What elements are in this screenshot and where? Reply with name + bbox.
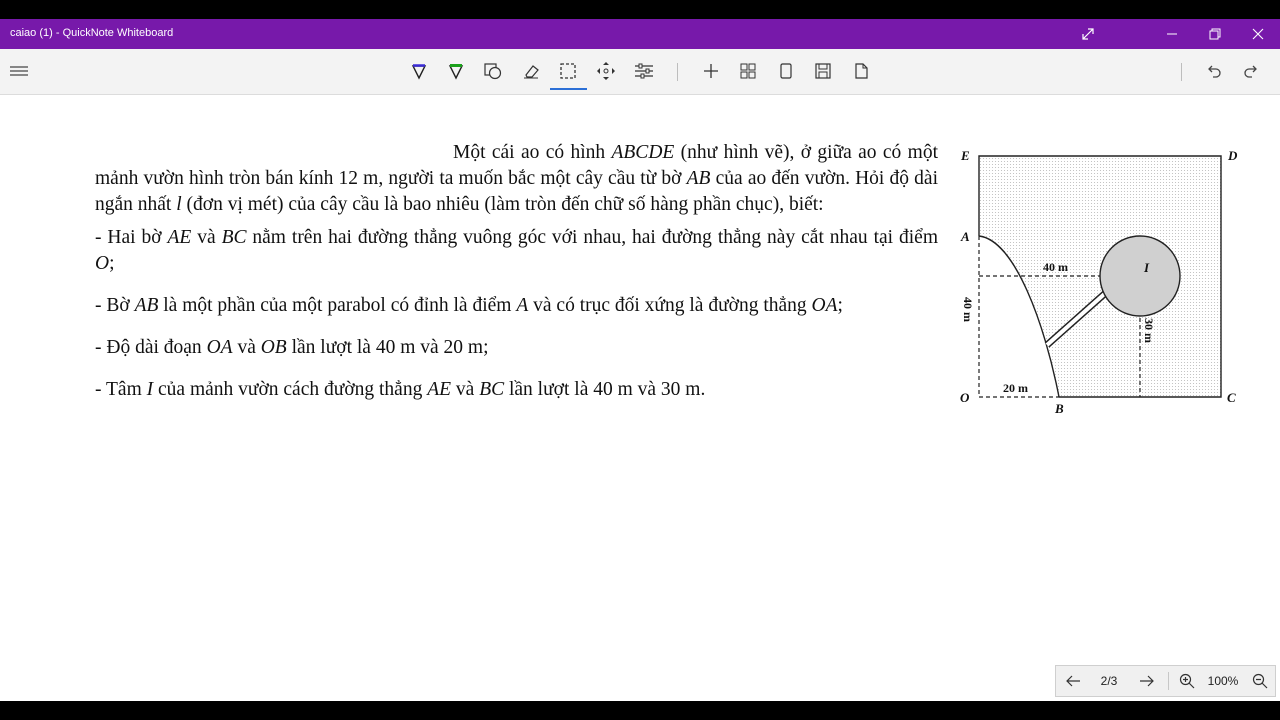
garden-circle xyxy=(1100,236,1180,316)
text-run: và xyxy=(191,227,222,248)
window-title: caiao (1) - QuickNote Whiteboard xyxy=(10,27,174,39)
grid-icon xyxy=(739,62,757,80)
nav-separator xyxy=(1168,672,1169,690)
condition-2 xyxy=(95,293,938,319)
redo-button[interactable] xyxy=(1236,57,1266,85)
restore-button[interactable] xyxy=(1193,19,1237,49)
label-D: D xyxy=(1228,148,1238,163)
math-BC: BC xyxy=(479,379,505,400)
page-icon xyxy=(777,62,795,80)
zoom-in-button[interactable] xyxy=(1173,666,1201,696)
pan-icon xyxy=(596,61,616,81)
label-B: B xyxy=(1055,401,1064,416)
math-OB: OB xyxy=(260,337,287,358)
label-A: A xyxy=(961,229,970,244)
close-button[interactable] xyxy=(1236,19,1280,49)
problem-intro xyxy=(95,140,938,218)
export-button[interactable] xyxy=(846,57,876,85)
add-icon xyxy=(702,62,720,80)
math-AB: AB xyxy=(134,295,159,316)
condition-1 xyxy=(95,225,938,277)
eraser-tool[interactable] xyxy=(516,57,546,85)
toolbar-separator xyxy=(1181,63,1182,81)
math-A: A xyxy=(516,295,529,316)
close-icon xyxy=(1252,28,1264,40)
highlighter-tool[interactable] xyxy=(441,57,471,85)
toolbar-separator xyxy=(677,63,678,81)
fullscreen-button[interactable] xyxy=(1066,19,1110,49)
dim-label-20m: 20 m xyxy=(1003,381,1028,395)
menu-icon xyxy=(9,64,29,78)
zoom-in-icon xyxy=(1179,673,1195,689)
text-run: và có trục đối xứng là đường thẳng xyxy=(528,295,812,316)
text-run: Một cái ao có hình xyxy=(453,142,612,163)
text-run: - Bờ xyxy=(95,295,135,316)
math-BC: BC xyxy=(221,227,247,248)
restore-icon xyxy=(1209,28,1221,40)
text-run: (như hình vẽ), ở giữa ao có một mảnh vườn hình tròn bán kính 12 m, người ta muốn bắc một cây cầu từ bờ xyxy=(95,142,938,189)
text-run: lần lượt là xyxy=(504,379,594,400)
eraser-icon xyxy=(522,62,540,80)
text-run: và xyxy=(232,337,261,358)
text-run: 40 m và 30 m xyxy=(593,379,701,400)
math-OA: OA xyxy=(206,337,233,358)
grid-button[interactable] xyxy=(733,57,763,85)
pan-tool[interactable] xyxy=(591,57,621,85)
toolbar xyxy=(0,49,1280,95)
math-l: l xyxy=(176,194,182,215)
label-C: C xyxy=(1227,390,1236,405)
condition-3 xyxy=(95,335,938,361)
math-OA: OA xyxy=(811,295,838,316)
text-run: ; xyxy=(483,337,489,358)
pen-icon xyxy=(410,62,428,80)
math-O: O xyxy=(95,253,110,274)
next-page-button[interactable] xyxy=(1132,666,1162,696)
lasso-select-icon xyxy=(558,61,578,81)
save-icon xyxy=(814,62,832,80)
condition-4 xyxy=(95,377,938,403)
pond-figure xyxy=(955,145,1245,425)
minimize-icon xyxy=(1166,28,1178,40)
shapes-tool[interactable] xyxy=(478,57,508,85)
dim-label-40m-vertical: 40 m xyxy=(961,297,975,322)
text-run: là một phần của một parabol có đỉnh là điểm xyxy=(158,295,517,316)
highlighter-icon xyxy=(447,62,465,80)
text-run: (đơn vị mét) của cây cầu là bao nhiêu (làm tròn đến chữ số hàng phần chục), biết: xyxy=(181,194,824,215)
text-run: 40 m và 20 m xyxy=(375,337,484,358)
problem-text xyxy=(95,140,938,403)
math-AB: AB xyxy=(686,168,711,189)
settings-sliders-icon xyxy=(634,62,654,80)
text-run: - Hai bờ xyxy=(95,227,168,248)
pen-tool[interactable] xyxy=(404,57,434,85)
add-button[interactable] xyxy=(696,57,726,85)
dim-label-30m: 30 m xyxy=(1142,318,1156,343)
export-icon xyxy=(852,62,870,80)
label-O: O xyxy=(960,390,970,405)
prev-page-button[interactable] xyxy=(1058,666,1088,696)
title-bar xyxy=(0,19,1280,49)
label-I: I xyxy=(1144,260,1150,275)
undo-button[interactable] xyxy=(1199,57,1229,85)
text-run: lần lượt là xyxy=(286,337,376,358)
dim-label-40m-horizontal: 40 m xyxy=(1043,260,1068,274)
save-button[interactable] xyxy=(808,57,838,85)
menu-button[interactable] xyxy=(4,57,34,85)
settings-button[interactable] xyxy=(629,57,659,85)
page-button[interactable] xyxy=(771,57,801,85)
whiteboard-canvas[interactable] xyxy=(0,95,1280,701)
expand-icon xyxy=(1081,27,1095,41)
page-indicator: 2/3 xyxy=(1100,674,1118,688)
text-run: ; xyxy=(109,253,115,274)
zoom-out-button[interactable] xyxy=(1246,666,1274,696)
text-run: . xyxy=(700,379,706,400)
text-run: của mảnh vườn cách đường thẳng xyxy=(153,379,428,400)
text-run: - Độ dài đoạn xyxy=(95,337,207,358)
text-run: nằm trên hai đường thẳng vuông góc với nhau, hai đường thẳng này cắt nhau tại điểm xyxy=(246,227,939,248)
active-tool-indicator xyxy=(550,88,587,90)
zoom-out-icon xyxy=(1252,673,1268,689)
math-AE: AE xyxy=(427,379,452,400)
math-AE: AE xyxy=(167,227,192,248)
redo-icon xyxy=(1242,62,1260,80)
text-run: - Tâm xyxy=(95,379,147,400)
label-E: E xyxy=(961,148,970,163)
text-run: của ao đến vườn. Hỏi độ dài ngắn nhất xyxy=(95,168,938,215)
text-run: và xyxy=(451,379,480,400)
arrow-right-icon xyxy=(1139,674,1155,688)
shapes-icon xyxy=(483,62,503,80)
math-ABCDE: ABCDE xyxy=(611,142,675,163)
page-navigation-bar xyxy=(1055,665,1276,697)
lasso-select-tool[interactable] xyxy=(553,57,583,85)
arrow-left-icon xyxy=(1065,674,1081,688)
text-run: ; xyxy=(837,295,843,316)
minimize-button[interactable] xyxy=(1150,19,1194,49)
math-I: I xyxy=(146,379,154,400)
zoom-level: 100% xyxy=(1207,674,1239,688)
undo-icon xyxy=(1205,62,1223,80)
